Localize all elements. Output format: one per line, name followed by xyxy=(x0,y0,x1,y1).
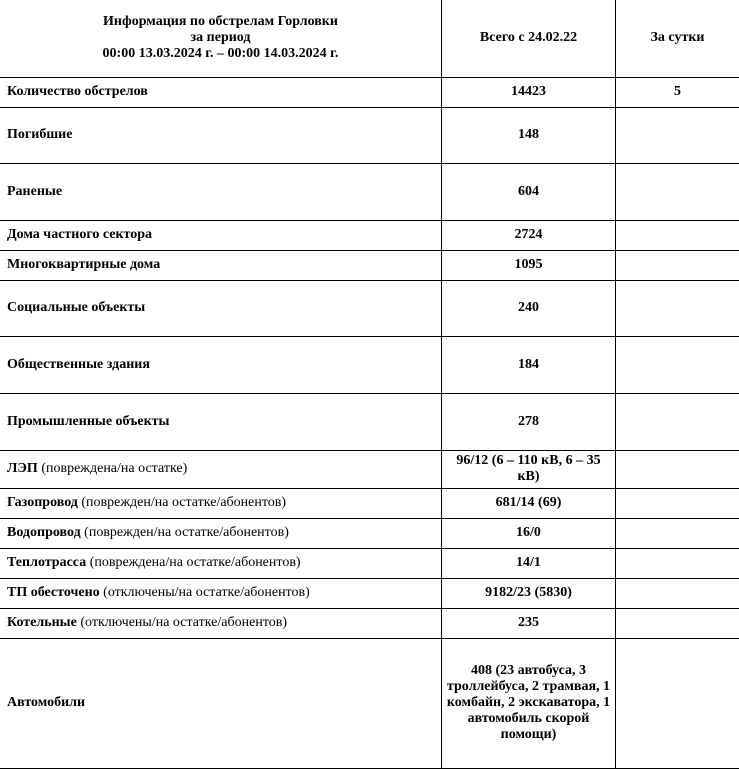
title-line-3: 00:00 13.03.2024 г. – 00:00 14.03.2024 г. xyxy=(7,46,434,62)
table-row xyxy=(0,336,739,393)
row-total: 16/0 xyxy=(442,518,616,548)
row-total: 1095 xyxy=(442,250,616,280)
row-note: (повреждена/на остатке/абонентов) xyxy=(86,555,300,570)
row-day xyxy=(616,107,739,163)
row-day xyxy=(616,578,739,608)
row-label: Количество обстрелов xyxy=(7,84,148,99)
table-row xyxy=(0,450,739,488)
row-label: Автомобили xyxy=(7,695,85,710)
row-label: ЛЭП xyxy=(7,461,38,476)
row-day xyxy=(616,336,739,393)
row-total: 14/1 xyxy=(442,548,616,578)
row-day xyxy=(616,280,739,336)
table-row xyxy=(0,77,739,107)
row-total: 184 xyxy=(442,336,616,393)
table-row xyxy=(0,608,739,638)
row-label: Социальные объекты xyxy=(7,300,145,315)
row-note: (отключены/на остатке/абонентов) xyxy=(100,585,310,600)
title-line-2: за период xyxy=(7,30,434,46)
row-note: (поврежден/на остатке/абонентов) xyxy=(81,525,289,540)
row-day xyxy=(616,450,739,488)
row-day xyxy=(616,518,739,548)
row-total: 408 (23 автобуса, 3 троллейбуса, 2 трамвая, 1 комбайн, 2 экскаватора, 1 автомобиль скорой помощи) xyxy=(442,638,616,768)
row-label: Котельные xyxy=(7,615,77,630)
table-row xyxy=(0,518,739,548)
row-note: (поврежден/на остатке/абонентов) xyxy=(78,495,286,510)
table-row xyxy=(0,220,739,250)
row-day xyxy=(616,638,739,768)
row-label: Погибшие xyxy=(7,127,72,142)
table-row xyxy=(0,578,739,608)
row-total: 235 xyxy=(442,608,616,638)
row-label: ТП обесточено xyxy=(7,585,100,600)
row-label: Общественные здания xyxy=(7,357,150,372)
row-total: 278 xyxy=(442,393,616,450)
col-header-day: За сутки xyxy=(616,0,739,77)
row-day xyxy=(616,393,739,450)
table-row xyxy=(0,393,739,450)
row-note: (отключены/на остатке/абонентов) xyxy=(77,615,287,630)
row-total: 14423 xyxy=(442,77,616,107)
row-label: Многоквартирные дома xyxy=(7,257,160,272)
table-row xyxy=(0,280,739,336)
row-note: (повреждена/на остатке) xyxy=(38,461,187,476)
row-day xyxy=(616,220,739,250)
row-total: 240 xyxy=(442,280,616,336)
row-day xyxy=(616,488,739,518)
row-total: 96/12 (6 – 110 кВ, 6 – 35 кВ) xyxy=(442,450,616,488)
row-total: 148 xyxy=(442,107,616,163)
row-label: Водопровод xyxy=(7,525,81,540)
row-label: Газопровод xyxy=(7,495,78,510)
row-total: 604 xyxy=(442,163,616,220)
table-row xyxy=(0,548,739,578)
row-day xyxy=(616,608,739,638)
row-day xyxy=(616,163,739,220)
table-row xyxy=(0,163,739,220)
row-label: Промышленные объекты xyxy=(7,414,169,429)
table-row xyxy=(0,250,739,280)
row-label: Дома частного сектора xyxy=(7,227,152,242)
row-total: 9182/23 (5830) xyxy=(442,578,616,608)
row-day xyxy=(616,548,739,578)
table-title xyxy=(0,0,442,77)
row-total: 681/14 (69) xyxy=(442,488,616,518)
row-label: Раненые xyxy=(7,184,62,199)
row-day: 5 xyxy=(616,77,739,107)
row-day xyxy=(616,250,739,280)
header-row xyxy=(0,0,739,77)
row-label: Теплотрасса xyxy=(7,555,86,570)
row-total: 2724 xyxy=(442,220,616,250)
table-row xyxy=(0,488,739,518)
col-header-total: Всего с 24.02.22 xyxy=(442,0,616,77)
table-row xyxy=(0,107,739,163)
title-line-1: Информация по обстрелам Горловки xyxy=(7,14,434,30)
table-row xyxy=(0,638,739,768)
